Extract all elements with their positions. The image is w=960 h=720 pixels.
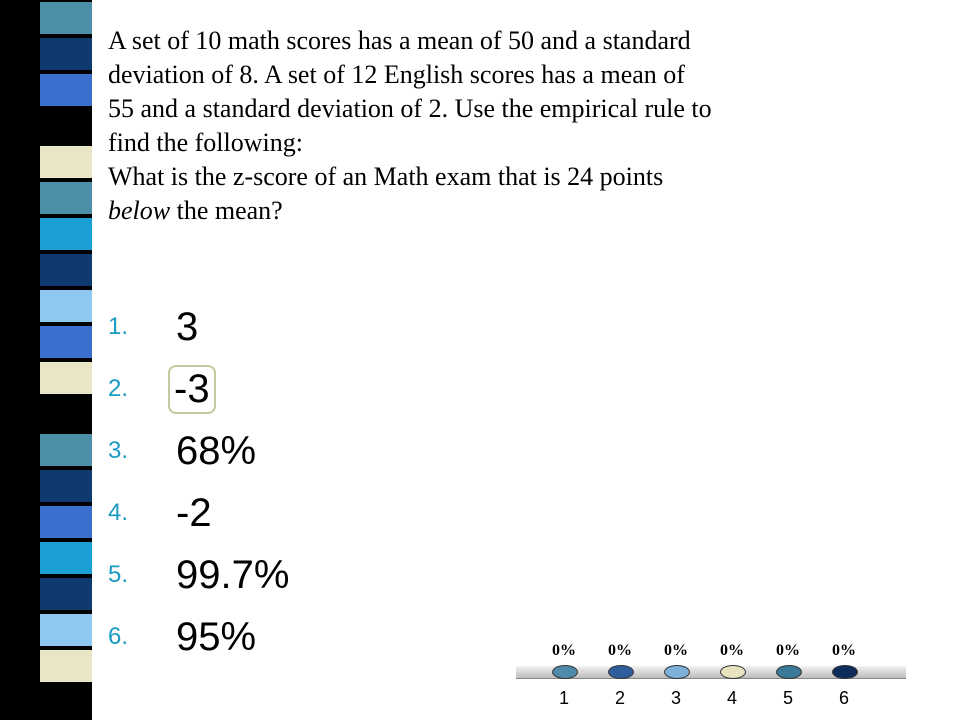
question-line-last <box>108 194 868 228</box>
answer-text-selected: -3 <box>168 365 216 414</box>
result-percent: 0% <box>608 642 632 659</box>
stripe-block <box>40 254 92 286</box>
stripe-block <box>40 2 92 34</box>
result-label: 4 <box>726 688 737 708</box>
answer-option-4[interactable] <box>108 482 508 544</box>
stripe-block <box>40 74 92 106</box>
result-label: 2 <box>614 688 625 708</box>
stripe-block <box>40 686 92 718</box>
answer-number: 2. <box>108 375 129 402</box>
result-marker <box>664 665 690 679</box>
stripe-block <box>40 182 92 214</box>
result-percent: 0% <box>720 642 744 659</box>
stripe-block <box>40 218 92 250</box>
answer-text: 99.7% <box>176 552 290 597</box>
stripe-block <box>40 434 92 466</box>
answer-option-6[interactable] <box>108 606 508 668</box>
result-percent: 0% <box>664 642 688 659</box>
result-label: 5 <box>782 688 793 708</box>
stripe-block <box>40 578 92 610</box>
result-label: 6 <box>838 688 849 708</box>
stripe-block <box>40 650 92 682</box>
answer-option-1[interactable] <box>108 296 508 358</box>
answer-list <box>108 296 508 668</box>
stripe-block <box>40 542 92 574</box>
answer-option-5[interactable] <box>108 544 508 606</box>
stripe-block <box>40 38 92 70</box>
stripe-block <box>40 110 92 142</box>
question-line: deviation of 8. A set of 12 English scores has a mean of <box>108 60 685 89</box>
result-percent: 0% <box>776 642 800 659</box>
answer-number: 4. <box>108 499 129 526</box>
question-text <box>108 24 868 228</box>
result-marker <box>552 665 578 679</box>
stripe-background <box>0 0 92 720</box>
answer-number: 3. <box>108 437 129 464</box>
stripe-block <box>40 506 92 538</box>
result-marker <box>776 665 802 679</box>
stripe-block <box>40 362 92 394</box>
emphasis-word: below <box>108 196 171 225</box>
result-marker <box>832 665 858 679</box>
result-marker <box>720 665 746 679</box>
stripe-block <box>40 614 92 646</box>
stripe-block <box>40 326 92 358</box>
answer-text: 95% <box>176 614 257 659</box>
question-line: A set of 10 math scores has a mean of 50 and a standard <box>108 26 691 55</box>
answer-number: 6. <box>108 623 129 650</box>
response-results-chart <box>516 630 908 720</box>
result-marker <box>608 665 634 679</box>
answer-text: -2 <box>176 490 212 535</box>
answer-number: 1. <box>108 313 129 340</box>
decorative-stripe-bar <box>0 0 108 720</box>
answer-text: 3 <box>176 304 199 349</box>
answer-text: 68% <box>176 428 257 473</box>
stripe-block <box>40 290 92 322</box>
answer-option-3[interactable] <box>108 420 508 482</box>
question-line: What is the z-score of an Math exam that is 24 points <box>108 162 664 191</box>
result-percent: 0% <box>552 642 576 659</box>
result-label: 3 <box>670 688 681 708</box>
stripe-block <box>40 470 92 502</box>
result-label: 1 <box>558 688 569 708</box>
answer-option-2[interactable] <box>108 358 508 420</box>
answer-number: 5. <box>108 561 129 588</box>
result-percent: 0% <box>832 642 856 659</box>
stripe-block <box>40 398 92 430</box>
question-line-end: the mean? <box>170 196 283 225</box>
question-line: find the following: <box>108 128 303 157</box>
question-line: 55 and a standard deviation of 2. Use the empirical rule to <box>108 94 712 123</box>
stripe-block <box>40 146 92 178</box>
